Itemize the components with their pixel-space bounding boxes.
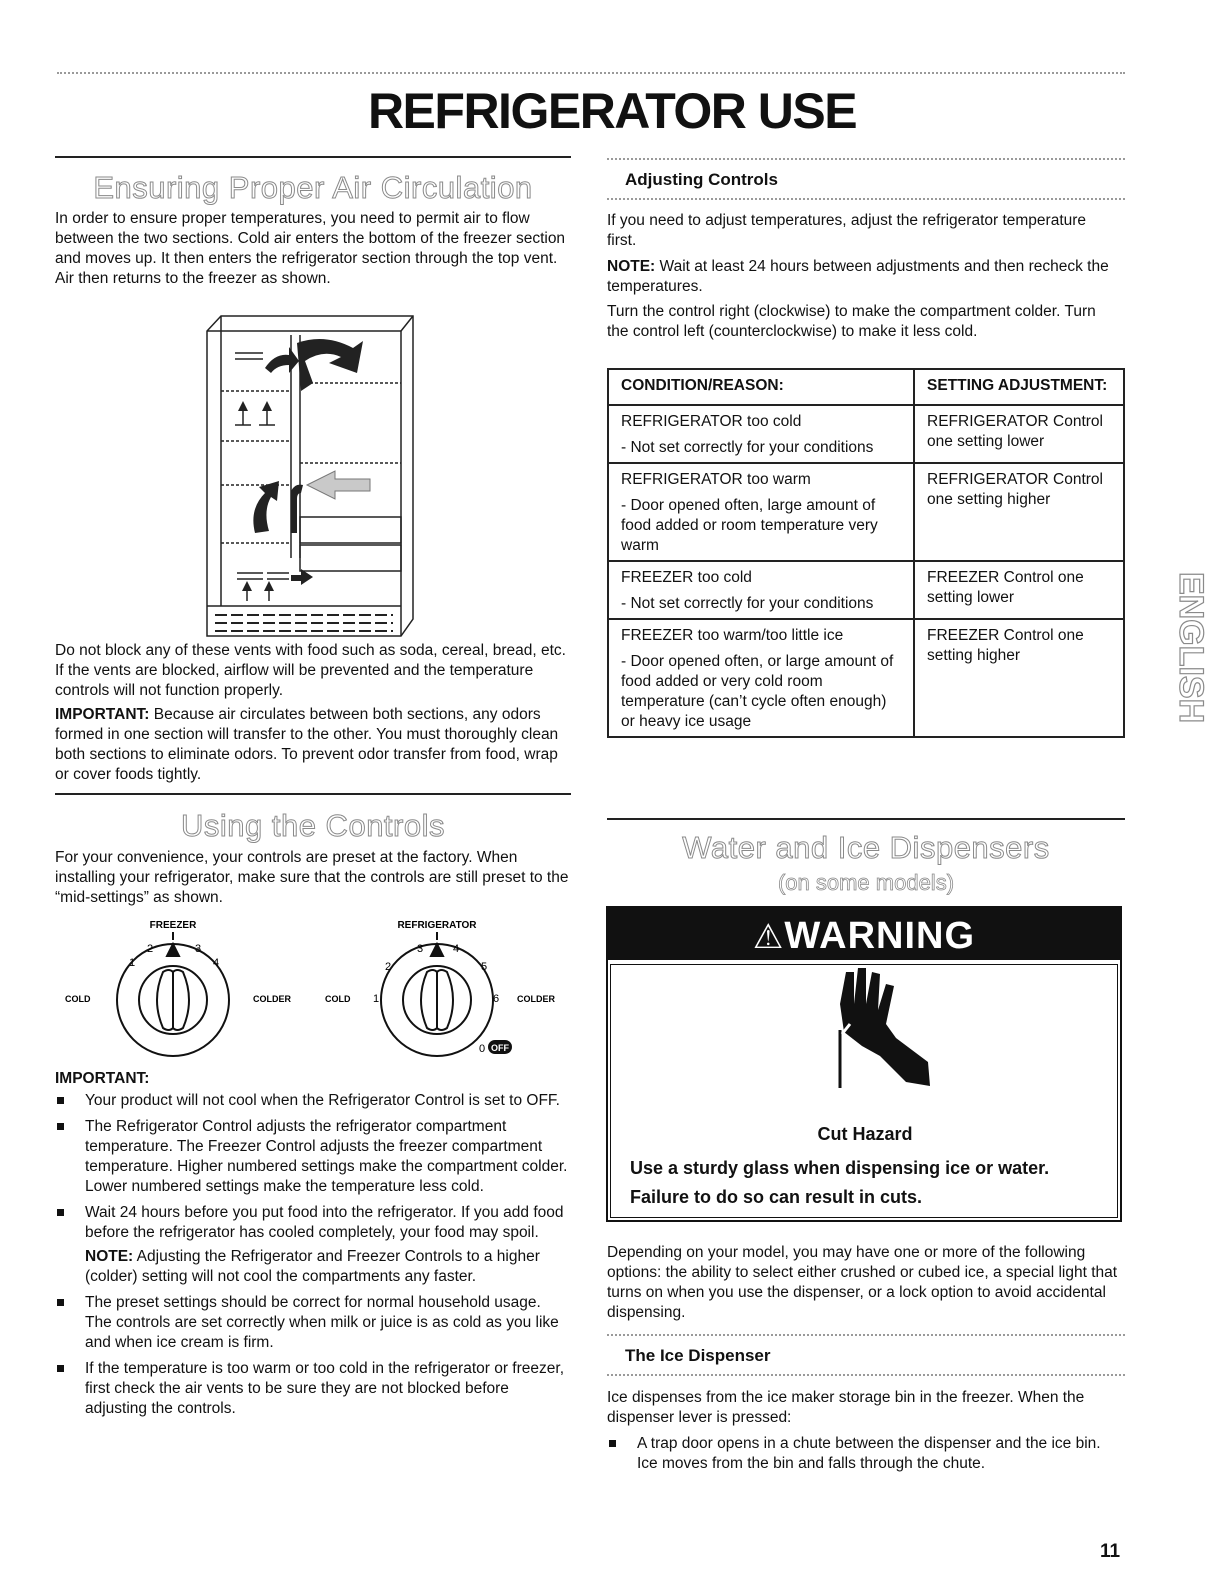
section-rule	[607, 818, 1125, 820]
ice-dispenser-text: Ice dispenses from the ice maker storage bin in the freezer. When the dispenser lever is pressed:	[607, 1389, 1085, 1426]
page-title: REFRIGERATOR USE	[367, 83, 857, 139]
refrigerator-off-label: OFF	[491, 1043, 509, 1053]
refrigerator-num-0: 0	[479, 1043, 486, 1055]
setting-cell: FREEZER Control one setting higher	[914, 619, 1124, 737]
freezer-num-2: 2	[147, 943, 154, 955]
list-item	[607, 1434, 1123, 1474]
condition-cell	[608, 619, 914, 737]
note-label: NOTE:	[607, 258, 656, 275]
warning-hazard-label: Cut Hazard	[817, 1124, 913, 1144]
freezer-num-4: 4	[213, 957, 220, 969]
table-row	[608, 405, 1124, 463]
bullet-text: The Refrigerator Control adjusts the refrigerator compartment temperature. The Freezer Control adjusts the freezer compartment temperature. Higher numbered settings make the compartment colder. Lower numbered settings make the temperature less cold.	[85, 1118, 568, 1195]
subhead-dotted-rule	[607, 1374, 1125, 1376]
note-label: NOTE:	[85, 1248, 134, 1265]
warning-title: WARNING	[784, 915, 976, 957]
ice-dispenser-heading: The Ice Dispenser	[625, 1346, 771, 1365]
refrigerator-num-3: 3	[417, 943, 424, 955]
refrigerator-num-1: 1	[373, 993, 380, 1005]
air-important-text	[55, 705, 571, 785]
language-side-tab	[1150, 568, 1210, 790]
adjusting-controls-heading: Adjusting Controls	[625, 170, 778, 189]
controls-bullet-list	[55, 1091, 571, 1425]
controls-note	[85, 1247, 571, 1287]
air-important-body: Because air circulates between both sections, any odors formed in one section will transfer to the other. You must thoroughly clean both sections to eliminate odors. To prevent odor transfer from food, wrap or cover foods tightly.	[55, 706, 559, 783]
subhead-dotted-rule	[607, 158, 1125, 160]
condition-cell	[608, 463, 914, 561]
condition-text: FREEZER too cold	[621, 569, 752, 586]
section-rule	[55, 156, 571, 158]
adjusting-note-body: Wait at least 24 hours between adjustments and then recheck the temperatures.	[607, 258, 1109, 295]
using-controls-intro: For your convenience, your controls are preset at the factory. When installing your refrigerator, make sure that the controls are still preset to the “mid-settings” as shown.	[55, 849, 569, 906]
vent-block-text: Do not block any of these vents with food such as soda, cereal, bread, etc. If the vents are blocked, airflow will be prevented and the temperature controls will not function properly.	[55, 642, 566, 699]
cut-hand-icon	[800, 964, 960, 1094]
condition-cell	[608, 561, 914, 619]
refrigerator-num-2: 2	[385, 961, 392, 973]
bullet-text: A trap door opens in a chute between the dispenser and the ice bin. Ice moves from the bin and falls through the chute.	[637, 1435, 1101, 1472]
air-circulation-intro: In order to ensure proper temperatures, you need to permit air to flow between the two sections. Cold air enters the bottom of the freezer section and moves up. It then enters the refrigerator section through the top vent. Air then returns to the freezer as shown.	[55, 210, 566, 287]
freezer-num-1: 1	[129, 957, 136, 969]
bullet-text: Your product will not cool when the Refrigerator Control is set to OFF.	[85, 1092, 560, 1109]
warning-message-2: Failure to do so can result in cuts.	[630, 1187, 923, 1207]
warning-triangle-icon: ⚠	[752, 918, 785, 956]
controls-important-label	[55, 1069, 149, 1089]
bullet-text: The preset settings should be correct for normal household usage. The controls are set correctly when milk or juice is as cold as you like and when ice cream is firm.	[85, 1294, 559, 1351]
freezer-dial-label: FREEZER	[149, 920, 197, 931]
list-item	[55, 1203, 571, 1287]
note-body: Adjusting the Refrigerator and Freezer Controls to a higher (colder) setting will not cool the compartments any faster.	[85, 1248, 540, 1285]
bullet-text: If the temperature is too warm or too cold in the refrigerator or freezer, first check the air vents to be sure they are not blocked before adjusting the controls.	[85, 1360, 564, 1417]
reason-text: - Door opened often, large amount of food added or room temperature very warm	[621, 497, 878, 554]
condition-cell	[608, 405, 914, 463]
adjustment-table	[607, 368, 1125, 738]
adjusting-p1: If you need to adjust temperatures, adjust the refrigerator temperature first.	[607, 212, 1087, 249]
refrigerator-num-5: 5	[481, 961, 488, 973]
top-dotted-rule	[57, 72, 1125, 74]
list-item	[55, 1293, 571, 1353]
setting-cell: REFRIGERATOR Control one setting lower	[914, 405, 1124, 463]
section-title-air-circulation: Ensuring Proper Air Circulation	[93, 170, 533, 205]
warning-message-1: Use a sturdy glass when dispensing ice or water.	[630, 1158, 1050, 1178]
refrigerator-dial-label: REFRIGERATOR	[397, 920, 477, 931]
dispenser-options-text: Depending on your model, you may have one or more of the following options: the ability to select either crushed or cubed ice, a special light that turns on when you use the dispenser, or a lock option to avoid accidental dispensing.	[607, 1244, 1118, 1321]
table-row	[608, 561, 1124, 619]
reason-text: - Not set correctly for your conditions	[621, 439, 874, 456]
condition-text: REFRIGERATOR too cold	[621, 413, 802, 430]
freezer-cold-label: COLD	[65, 994, 91, 1004]
table-row	[608, 619, 1124, 737]
refrigerator-num-6: 6	[493, 993, 500, 1005]
important-label: IMPORTANT:	[55, 706, 150, 723]
adjusting-note	[607, 257, 1117, 297]
ice-bullet-list	[607, 1434, 1123, 1480]
important-label: IMPORTANT:	[55, 1070, 150, 1087]
bullet-text: Wait 24 hours before you put food into the refrigerator. If you add food before the refrigerator has cooled completely, your food may spoil.	[85, 1204, 564, 1241]
table-row	[608, 463, 1124, 561]
subhead-dotted-rule	[607, 198, 1125, 200]
section-title-water-ice: Water and Ice Dispensers	[682, 830, 1050, 865]
airflow-diagram	[205, 313, 417, 638]
side-tab-label: ENGLISH	[1172, 572, 1210, 724]
list-item	[55, 1117, 571, 1197]
reason-text: - Not set correctly for your conditions	[621, 595, 874, 612]
freezer-num-3: 3	[195, 943, 202, 955]
section-subtitle-some-models: (on some models)	[777, 870, 955, 895]
section-title-using-controls: Using the Controls	[180, 808, 445, 843]
column-header-setting: SETTING ADJUSTMENT:	[914, 369, 1124, 405]
control-dials-diagram	[55, 910, 571, 1060]
setting-cell: FREEZER Control one setting lower	[914, 561, 1124, 619]
reason-text: - Door opened often, or large amount of food added or very cold room temperature (can’t cycle often enough) or heavy ice usage	[621, 653, 894, 730]
refrigerator-colder-label: COLDER	[517, 994, 555, 1004]
adjusting-p3: Turn the control right (clockwise) to make the compartment colder. Turn the control left (counterclockwise) to make it less cold.	[607, 303, 1096, 340]
freezer-colder-label: COLDER	[253, 994, 291, 1004]
table-header-row	[608, 369, 1124, 405]
refrigerator-num-4: 4	[453, 943, 460, 955]
section-rule	[55, 793, 571, 795]
condition-text: REFRIGERATOR too warm	[621, 471, 811, 488]
column-header-condition: CONDITION/REASON:	[608, 369, 914, 405]
subhead-dotted-rule	[607, 1334, 1125, 1336]
warning-header	[608, 908, 1120, 960]
page-number: 11	[1100, 1541, 1121, 1562]
list-item	[55, 1091, 571, 1111]
refrigerator-cold-label: COLD	[325, 994, 351, 1004]
condition-text: FREEZER too warm/too little ice	[621, 627, 844, 644]
setting-cell: REFRIGERATOR Control one setting higher	[914, 463, 1124, 561]
list-item	[55, 1359, 571, 1419]
